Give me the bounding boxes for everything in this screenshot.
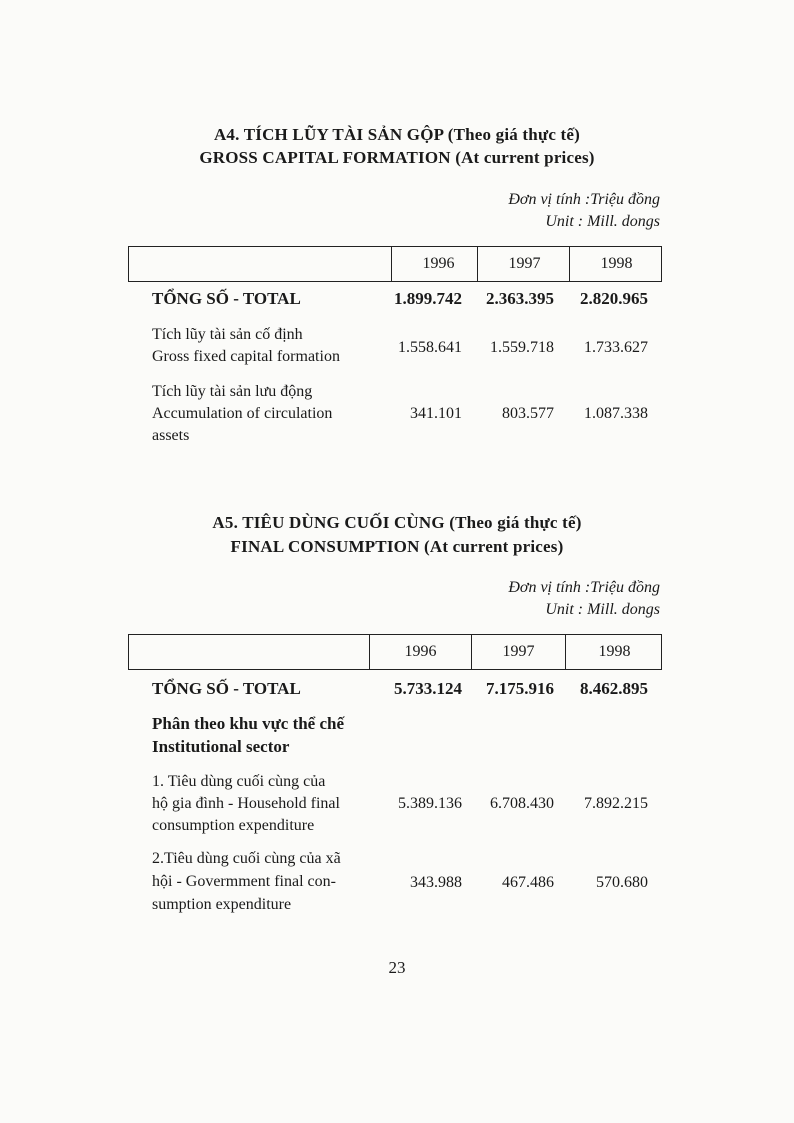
value-1997: 6.708.430 [490,795,554,812]
section-heading-line: Institutional sector [152,737,290,756]
value-1996: 5.733.124 [394,679,462,698]
row-label-line: hội - Govermment final con- [152,873,336,890]
row-label-line: sumption expenditure [152,896,292,913]
value-1997: 467.486 [502,874,554,891]
value-1998: 570.680 [596,874,648,891]
a4-year-1996: 1996 [391,247,485,281]
a5-year-1996: 1996 [369,635,471,669]
a4-unit-en: Unit : Mill. dongs [545,213,660,230]
row-label-line: Accumulation of circulation [152,405,333,422]
value-1998: 2.820.965 [580,289,648,308]
a5-title-vi: A5. TIÊU DÙNG CUỐI CÙNG (Theo giá thực tế) [212,513,582,532]
row-label-line: 2.Tiêu dùng cuối cùng của xã [152,850,341,867]
value-1997: 803.577 [502,405,554,422]
row-label-line: hộ gia đình - Household final [152,795,340,812]
a4-year-header [128,246,662,282]
value-1996: 5.389.136 [398,795,462,812]
row-label-line: Tích lũy tài sản lưu động [152,383,313,400]
a4-year-1998: 1998 [569,247,663,281]
value-1997: 2.363.395 [486,289,554,308]
a5-title-en: FINAL CONSUMPTION (At current prices) [230,537,564,556]
value-1997: 1.559.718 [490,339,554,356]
value-1998: 7.892.215 [584,795,648,812]
value-1998: 8.462.895 [580,679,648,698]
section-heading-line: Phân theo khu vực thể chế [152,714,345,733]
a5-year-1997: 1997 [471,635,565,669]
a5-year-header [128,634,662,670]
row-label-line: assets [152,427,190,444]
a5-unit-en: Unit : Mill. dongs [545,601,660,618]
value-1996: 341.101 [410,405,462,422]
a4-unit-vi: Đơn vị tính :Triệu đồng [508,191,660,208]
row-label: TỔNG SỐ - TOTAL [152,289,301,308]
a4-year-1997: 1997 [477,247,571,281]
row-label-line: Tích lũy tài sản cố định [152,326,303,343]
row-label-line: consumption expenditure [152,817,315,834]
value-1996: 1.899.742 [394,289,462,308]
row-label-line: Gross fixed capital formation [152,348,340,365]
a4-title-vi: A4. TÍCH LŨY TÀI SẢN GỘP (Theo giá thực tế) [213,125,581,144]
row-label: TỔNG SỐ - TOTAL [152,679,301,698]
row-label-line: 1. Tiêu dùng cuối cùng của [152,773,326,790]
page-number: 23 [388,958,406,977]
a4-title-en: GROSS CAPITAL FORMATION (At current prices) [199,148,595,167]
a5-unit-vi: Đơn vị tính :Triệu đồng [508,579,660,596]
value-1998: 1.733.627 [584,339,648,356]
value-1996: 1.558.641 [398,339,462,356]
a5-year-1998: 1998 [565,635,663,669]
value-1997: 7.175.916 [486,679,554,698]
value-1996: 343.988 [410,874,462,891]
value-1998: 1.087.338 [584,405,648,422]
